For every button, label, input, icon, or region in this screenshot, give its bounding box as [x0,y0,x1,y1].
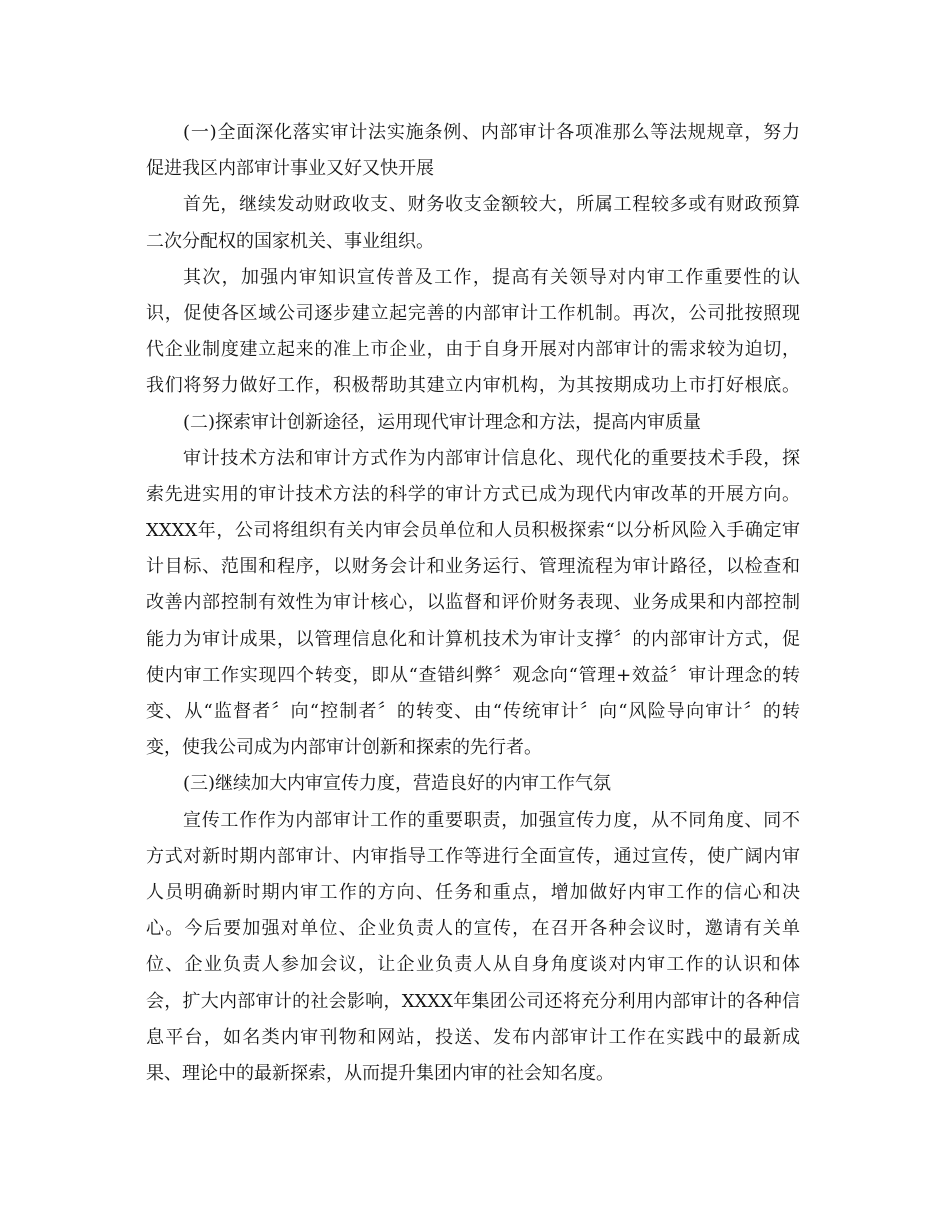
section-heading-1 [146,115,800,187]
text-line: (二)探索审计创新途径，运用现代审计理念和方法，提高内审质量 [183,411,702,433]
text-line: 果、理论中的最新探索，从而提升集团内审的社会知名度。 [146,1062,614,1084]
text-line: 索先进实用的审计技术方法的科学的审计方式已成为现代内审改革的开展方向。 [146,483,800,505]
text-line: 二次分配权的国家机关、事业组织。 [146,230,434,252]
text-line: 人员明确新时期内审工作的方向、任务和重点，增加做好内审工作的信心和决 [146,881,800,903]
text-line: 变，使我公司成为内部审计创新和探索的先行者。 [146,737,542,759]
paragraph-publicity [146,803,800,1093]
text-line: XXXX年，公司将组织有关内审会员单位和人员积极探索“以分析风险入手确定审 [146,520,800,542]
text-line: 心。今后要加强对单位、企业负责人的宣传，在召开各种会议时，邀请有关单 [146,918,800,940]
paragraph-audit-methods [146,441,800,767]
text-line: 息平台，如名类内审刊物和网站，投送、发布内部审计工作在实践中的最新成 [146,1026,800,1048]
paragraph-first [146,187,800,259]
text-line: 其次，加强内审知识宣传普及工作，提高有关领导对内审工作重要性的认 [183,266,800,288]
text-line: 代企业制度建立起来的准上市企业，由于自身开展对内部审计的需求较为迫切， [146,339,800,361]
text-line: (三)继续加大内审宣传力度，营造良好的内审工作气氛 [183,773,612,795]
text-line: 能力为审计成果，以管理信息化和计算机技术为审计支撑〞的内部审计方式，促 [146,628,800,650]
document-page [146,115,800,1092]
text-line: 审计技术方法和审计方式作为内部审计信息化、现代化的重要技术手段，探 [183,447,800,469]
section-heading-3 [146,766,800,802]
text-line: 我们将努力做好工作，积极帮助其建立内审机构，为其按期成功上市打好根底。 [146,375,800,397]
text-line: (一)全面深化落实审计法实施条例、内部审计各项准那么等法规规章，努力 [183,122,800,143]
text-line: 改善内部控制有效性为审计核心，以监督和评价财务表现、业务成果和内部控制 [146,592,800,614]
section-heading-2 [146,405,800,441]
text-line: 方式对新时期内部审计、内审指导工作等进行全面宣传，通过宣传，使广阔内审 [146,845,800,867]
text-line: 促进我区内部审计事业又好又快开展 [146,158,434,180]
text-line: 使内审工作实现四个转变，即从“查错纠弊〞观念向“管理+效益〞审计理念的转 [146,664,800,686]
text-line: 位、企业负责人参加会议，让企业负责人从自身角度谈对内审工作的认识和体 [146,954,800,976]
text-line: 宣传工作作为内部审计工作的重要职责，加强宣传力度，从不同角度、同不 [183,809,800,831]
text-line: 变、从“监督者〞向“控制者〞的转变、由“传统审计〞向“风险导向审计〞的转 [146,701,800,722]
text-line: 识，促使各区域公司逐步建立起完善的内部审计工作机制。再次，公司批按照现 [146,302,800,324]
text-line: 计目标、范围和程序，以财务会计和业务运行、管理流程为审计路径，以检查和 [146,556,800,578]
text-line: 会，扩大内部审计的社会影响，XXXX年集团公司还将充分利用内部审计的各种信 [146,990,800,1012]
text-line: 首先，继续发动财政收支、财务收支金额较大，所属工程较多或有财政预算 [183,194,800,216]
paragraph-second [146,260,800,405]
